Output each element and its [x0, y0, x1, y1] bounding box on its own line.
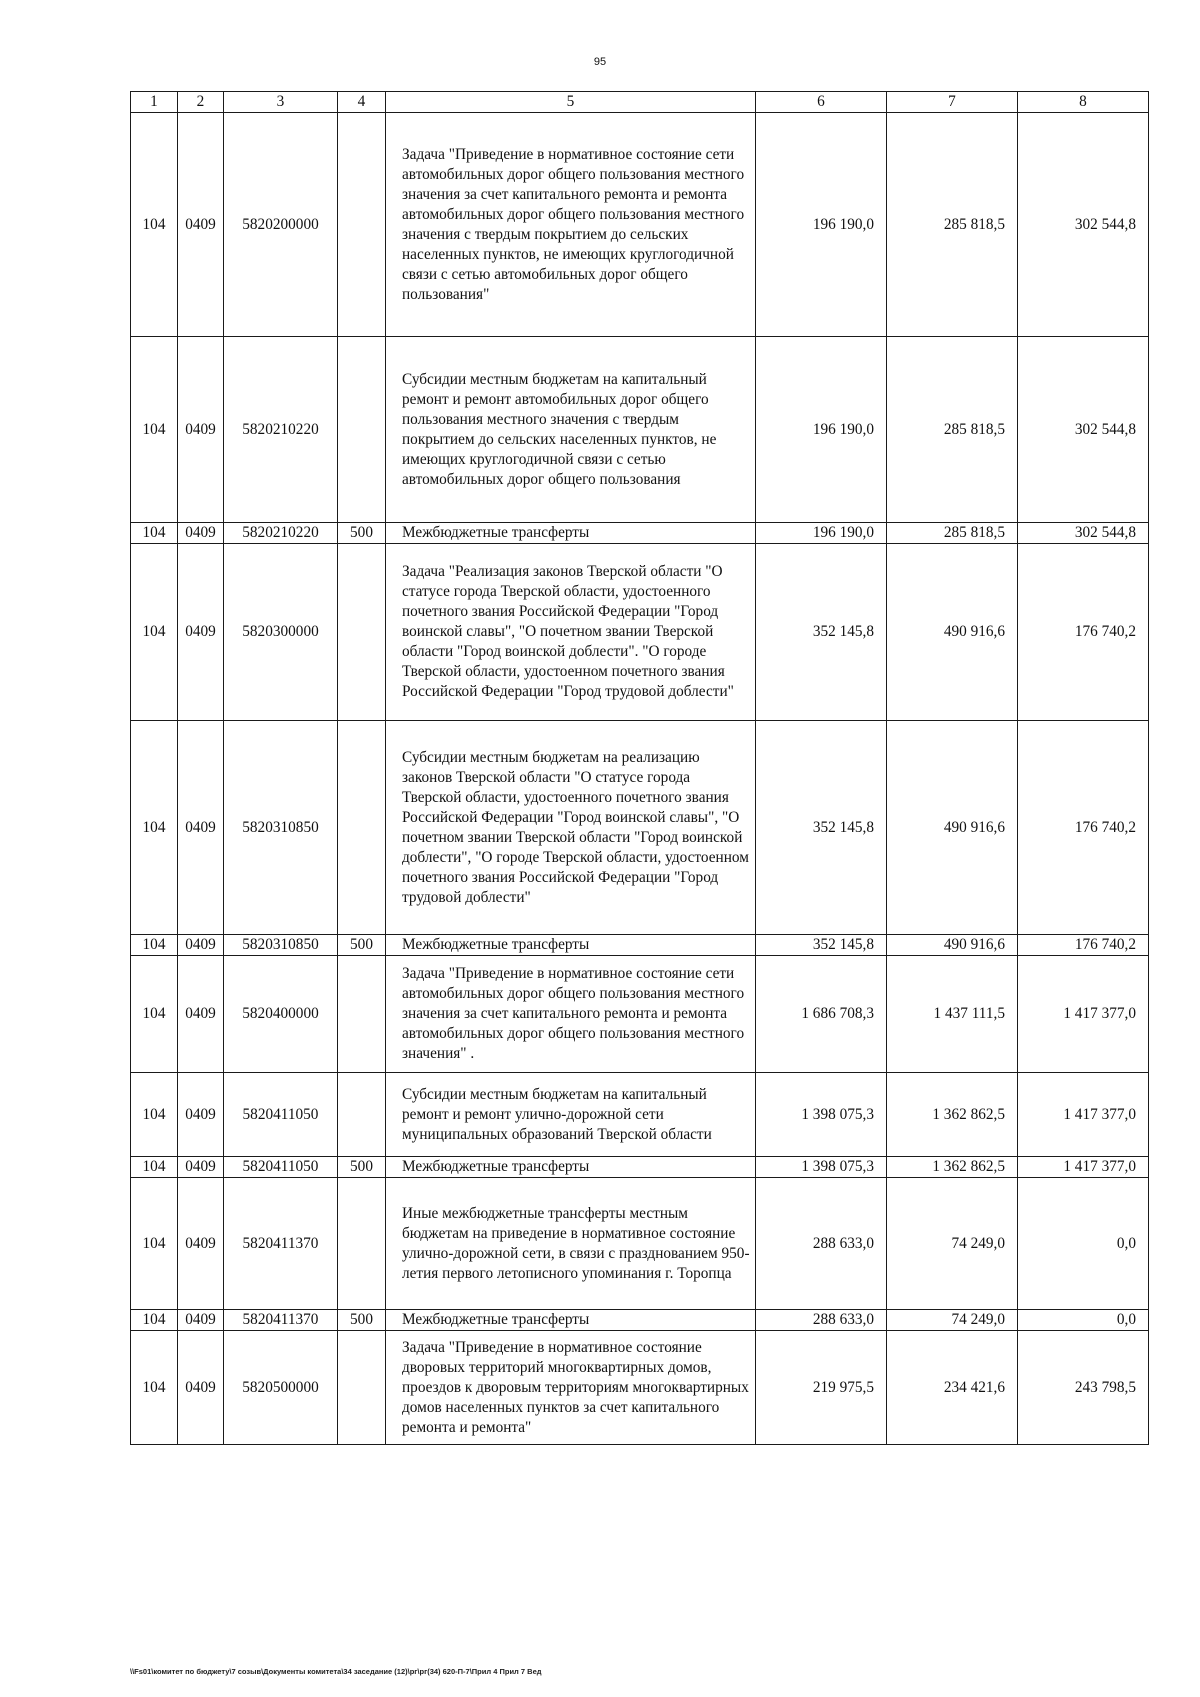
row-target-article: 5820310850	[224, 935, 338, 956]
row-subsection-code: 0409	[178, 721, 224, 935]
row-amount-year-2: 285 818,5	[887, 523, 1018, 544]
row-expense-type: 500	[338, 1157, 386, 1178]
row-target-article: 5820411370	[224, 1178, 338, 1310]
row-amount-year-3: 1 417 377,0	[1018, 1157, 1149, 1178]
row-target-article: 5820310850	[224, 721, 338, 935]
row-subsection-code: 0409	[178, 1331, 224, 1445]
row-amount-year-1: 196 190,0	[756, 113, 887, 337]
row-subsection-code: 0409	[178, 1157, 224, 1178]
row-section-code: 104	[131, 113, 178, 337]
row-amount-year-3: 1 417 377,0	[1018, 1073, 1149, 1157]
row-subsection-code: 0409	[178, 337, 224, 523]
table-row	[131, 956, 1149, 1073]
table-row	[131, 1178, 1149, 1310]
row-amount-year-2: 1 362 862,5	[887, 1073, 1018, 1157]
row-amount-year-2: 74 249,0	[887, 1178, 1018, 1310]
row-subsection-code: 0409	[178, 935, 224, 956]
column-header: 4	[338, 92, 386, 113]
row-description: Субсидии местным бюджетам на капитальный ремонт и ремонт улично-дорожной сети муниципальных образований Тверской области	[386, 1073, 756, 1157]
row-amount-year-2: 490 916,6	[887, 544, 1018, 721]
row-expense-type	[338, 544, 386, 721]
row-description: Межбюджетные трансферты	[386, 523, 756, 544]
row-section-code: 104	[131, 721, 178, 935]
row-amount-year-1: 1 398 075,3	[756, 1073, 887, 1157]
row-amount-year-2: 490 916,6	[887, 721, 1018, 935]
column-header: 5	[386, 92, 756, 113]
row-description: Субсидии местным бюджетам на капитальный ремонт и ремонт автомобильных дорог общего пользования местного значения с твердым покрытием до сельских населенных пунктов, не имеющих круглогодичной связи с сетью автомобильных дорог общего пользования	[386, 337, 756, 523]
column-header: 1	[131, 92, 178, 113]
column-header: 6	[756, 92, 887, 113]
row-amount-year-1: 352 145,8	[756, 544, 887, 721]
row-amount-year-1: 288 633,0	[756, 1178, 887, 1310]
table-row	[131, 544, 1149, 721]
table-row	[131, 935, 1149, 956]
table-row	[131, 1310, 1149, 1331]
column-header: 8	[1018, 92, 1149, 113]
row-amount-year-3: 176 740,2	[1018, 721, 1149, 935]
row-expense-type	[338, 1178, 386, 1310]
row-amount-year-3: 176 740,2	[1018, 544, 1149, 721]
table-row	[131, 1157, 1149, 1178]
row-target-article: 5820500000	[224, 1331, 338, 1445]
row-target-article: 5820210220	[224, 523, 338, 544]
row-subsection-code: 0409	[178, 1073, 224, 1157]
row-section-code: 104	[131, 956, 178, 1073]
row-amount-year-2: 1 362 862,5	[887, 1157, 1018, 1178]
table-row	[131, 721, 1149, 935]
row-amount-year-1: 352 145,8	[756, 935, 887, 956]
table-row	[131, 337, 1149, 523]
row-expense-type	[338, 1073, 386, 1157]
row-description: Задача "Реализация законов Тверской области "О статусе города Тверской области, удостоенного почетного звания Российской Федерации "Город воинской славы", "О почетном звании Тверской области "Город воинской доблести". "О городе Тверской области, удостоенном почетного звания Российской Федерации "Город трудовой доблести"	[386, 544, 756, 721]
row-amount-year-3: 0,0	[1018, 1310, 1149, 1331]
header-row	[131, 92, 1149, 113]
row-amount-year-2: 490 916,6	[887, 935, 1018, 956]
row-subsection-code: 0409	[178, 1178, 224, 1310]
row-amount-year-1: 196 190,0	[756, 523, 887, 544]
row-target-article: 5820300000	[224, 544, 338, 721]
row-amount-year-1: 352 145,8	[756, 721, 887, 935]
column-header: 3	[224, 92, 338, 113]
row-amount-year-3: 0,0	[1018, 1178, 1149, 1310]
row-target-article: 5820411370	[224, 1310, 338, 1331]
row-subsection-code: 0409	[178, 956, 224, 1073]
row-expense-type: 500	[338, 935, 386, 956]
row-amount-year-2: 285 818,5	[887, 337, 1018, 523]
row-amount-year-3: 302 544,8	[1018, 523, 1149, 544]
row-expense-type: 500	[338, 523, 386, 544]
budget-table	[130, 91, 1149, 1445]
row-section-code: 104	[131, 1157, 178, 1178]
row-description: Межбюджетные трансферты	[386, 1310, 756, 1331]
row-section-code: 104	[131, 1073, 178, 1157]
row-amount-year-3: 1 417 377,0	[1018, 956, 1149, 1073]
row-section-code: 104	[131, 1178, 178, 1310]
row-description: Межбюджетные трансферты	[386, 935, 756, 956]
row-amount-year-3: 302 544,8	[1018, 337, 1149, 523]
row-subsection-code: 0409	[178, 544, 224, 721]
table-row	[131, 113, 1149, 337]
row-description: Задача "Приведение в нормативное состояние дворовых территорий многоквартирных домов, проездов к дворовым территориям многоквартирных домов населенных пунктов за счет капитального ремонта и ремонта"	[386, 1331, 756, 1445]
row-expense-type	[338, 337, 386, 523]
row-target-article: 5820400000	[224, 956, 338, 1073]
row-description: Межбюджетные трансферты	[386, 1157, 756, 1178]
row-section-code: 104	[131, 337, 178, 523]
row-target-article: 5820411050	[224, 1073, 338, 1157]
row-section-code: 104	[131, 935, 178, 956]
row-subsection-code: 0409	[178, 523, 224, 544]
row-expense-type	[338, 721, 386, 935]
row-description: Иные межбюджетные трансферты местным бюджетам на приведение в нормативное состояние улично-дорожной сети, в связи с празднованием 950-летия первого летописного упоминания г. Торопца	[386, 1178, 756, 1310]
row-section-code: 104	[131, 523, 178, 544]
row-expense-type: 500	[338, 1310, 386, 1331]
row-section-code: 104	[131, 544, 178, 721]
row-target-article: 5820210220	[224, 337, 338, 523]
row-amount-year-2: 285 818,5	[887, 113, 1018, 337]
row-expense-type	[338, 1331, 386, 1445]
column-header: 7	[887, 92, 1018, 113]
row-amount-year-3: 243 798,5	[1018, 1331, 1149, 1445]
footer-file-path: \\Fs01\комитет по бюджету\7 созыв\Документы комитета\34 заседание (12)\рг\рг(34) 620-П-7\Прил 4 Прил 7 Вед	[130, 1667, 542, 1676]
row-subsection-code: 0409	[178, 113, 224, 337]
row-expense-type	[338, 113, 386, 337]
table-row	[131, 523, 1149, 544]
table-row	[131, 1073, 1149, 1157]
row-target-article: 5820200000	[224, 113, 338, 337]
row-section-code: 104	[131, 1331, 178, 1445]
row-section-code: 104	[131, 1310, 178, 1331]
row-amount-year-1: 1 686 708,3	[756, 956, 887, 1073]
row-subsection-code: 0409	[178, 1310, 224, 1331]
row-amount-year-1: 288 633,0	[756, 1310, 887, 1331]
row-amount-year-2: 1 437 111,5	[887, 956, 1018, 1073]
row-amount-year-1: 1 398 075,3	[756, 1157, 887, 1178]
row-amount-year-1: 196 190,0	[756, 337, 887, 523]
row-description: Задача "Приведение в нормативное состояние сети автомобильных дорог общего пользования местного значения за счет капитального ремонта и ремонта автомобильных дорог общего пользования местного значения" .	[386, 956, 756, 1073]
row-description: Субсидии местным бюджетам на реализацию законов Тверской области "О статусе города Тверской области, удостоенного почетного звания Российской Федерации "Город воинской славы", "О почетном звании Тверской области "Город воинской доблести", "О городе Тверской области, удостоенном почетного звания Российской Федерации "Город трудовой доблести"	[386, 721, 756, 935]
row-description: Задача "Приведение в нормативное состояние сети автомобильных дорог общего пользования местного значения за счет капитального ремонта и ремонта автомобильных дорог общего пользования местного значения с твердым покрытием до сельских населенных пунктов, не имеющих круглогодичной связи с сетью автомобильных дорог общего пользования"	[386, 113, 756, 337]
row-amount-year-3: 302 544,8	[1018, 113, 1149, 337]
row-target-article: 5820411050	[224, 1157, 338, 1178]
page-number: 95	[593, 56, 607, 68]
table-row	[131, 1331, 1149, 1445]
column-header: 2	[178, 92, 224, 113]
row-expense-type	[338, 956, 386, 1073]
row-amount-year-2: 234 421,6	[887, 1331, 1018, 1445]
row-amount-year-3: 176 740,2	[1018, 935, 1149, 956]
row-amount-year-1: 219 975,5	[756, 1331, 887, 1445]
row-amount-year-2: 74 249,0	[887, 1310, 1018, 1331]
